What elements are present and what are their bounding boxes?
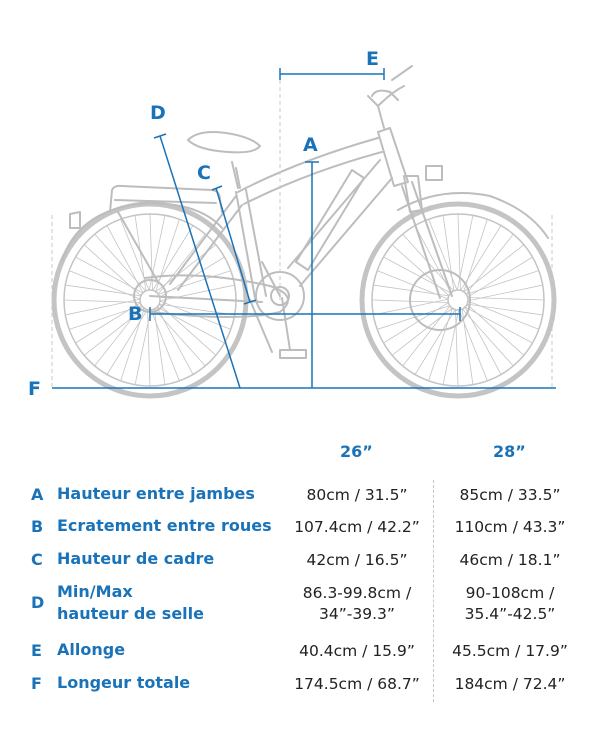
value-26-line-1: 86.3-99.8cm / (302, 584, 412, 602)
value-26: 174.5cm / 68.7” (294, 675, 420, 693)
row-label: Allonge (57, 640, 126, 659)
row-letter: D (31, 593, 45, 612)
row-label: Hauteur de cadre (57, 549, 215, 568)
row-letter: B (31, 517, 44, 536)
row-label-line-2: hauteur de selle (57, 604, 204, 623)
value-28: 46cm / 18.1” (459, 551, 561, 569)
dim-label-e: E (366, 48, 379, 70)
dim-label-a: A (303, 134, 318, 156)
value-28-line-2: 35.4”-42.5” (464, 605, 556, 623)
value-28: 184cm / 72.4” (454, 675, 566, 693)
row-letter: F (31, 674, 42, 693)
value-26: 107.4cm / 42.2” (294, 518, 420, 536)
row-letter: A (31, 485, 44, 504)
row-label: Ecratement entre roues (57, 516, 272, 535)
value-28: 85cm / 33.5” (459, 486, 561, 504)
value-26: 80cm / 31.5” (306, 486, 408, 504)
row-label: Hauteur entre jambes (57, 484, 255, 503)
value-28: 45.5cm / 17.9” (452, 642, 568, 660)
row-letter: C (31, 550, 43, 569)
column-header-26: 26” (340, 442, 373, 461)
column-header-28: 28” (493, 442, 526, 461)
dim-label-f: F (28, 378, 41, 400)
dim-label-d: D (150, 102, 166, 124)
value-26: 42cm / 16.5” (306, 551, 408, 569)
row-label-line-1: Min/Max (57, 582, 133, 601)
row-label: Longeur totale (57, 673, 191, 692)
dim-label-c: C (197, 162, 211, 184)
value-26-line-2: 34”-39.3” (319, 605, 395, 623)
value-26: 40.4cm / 15.9” (299, 642, 415, 660)
value-28: 110cm / 43.3” (454, 518, 566, 536)
dim-label-b: B (128, 303, 143, 325)
value-28-line-1: 90-108cm / (465, 584, 555, 602)
row-letter: E (31, 641, 42, 660)
front-wheel (362, 204, 554, 396)
